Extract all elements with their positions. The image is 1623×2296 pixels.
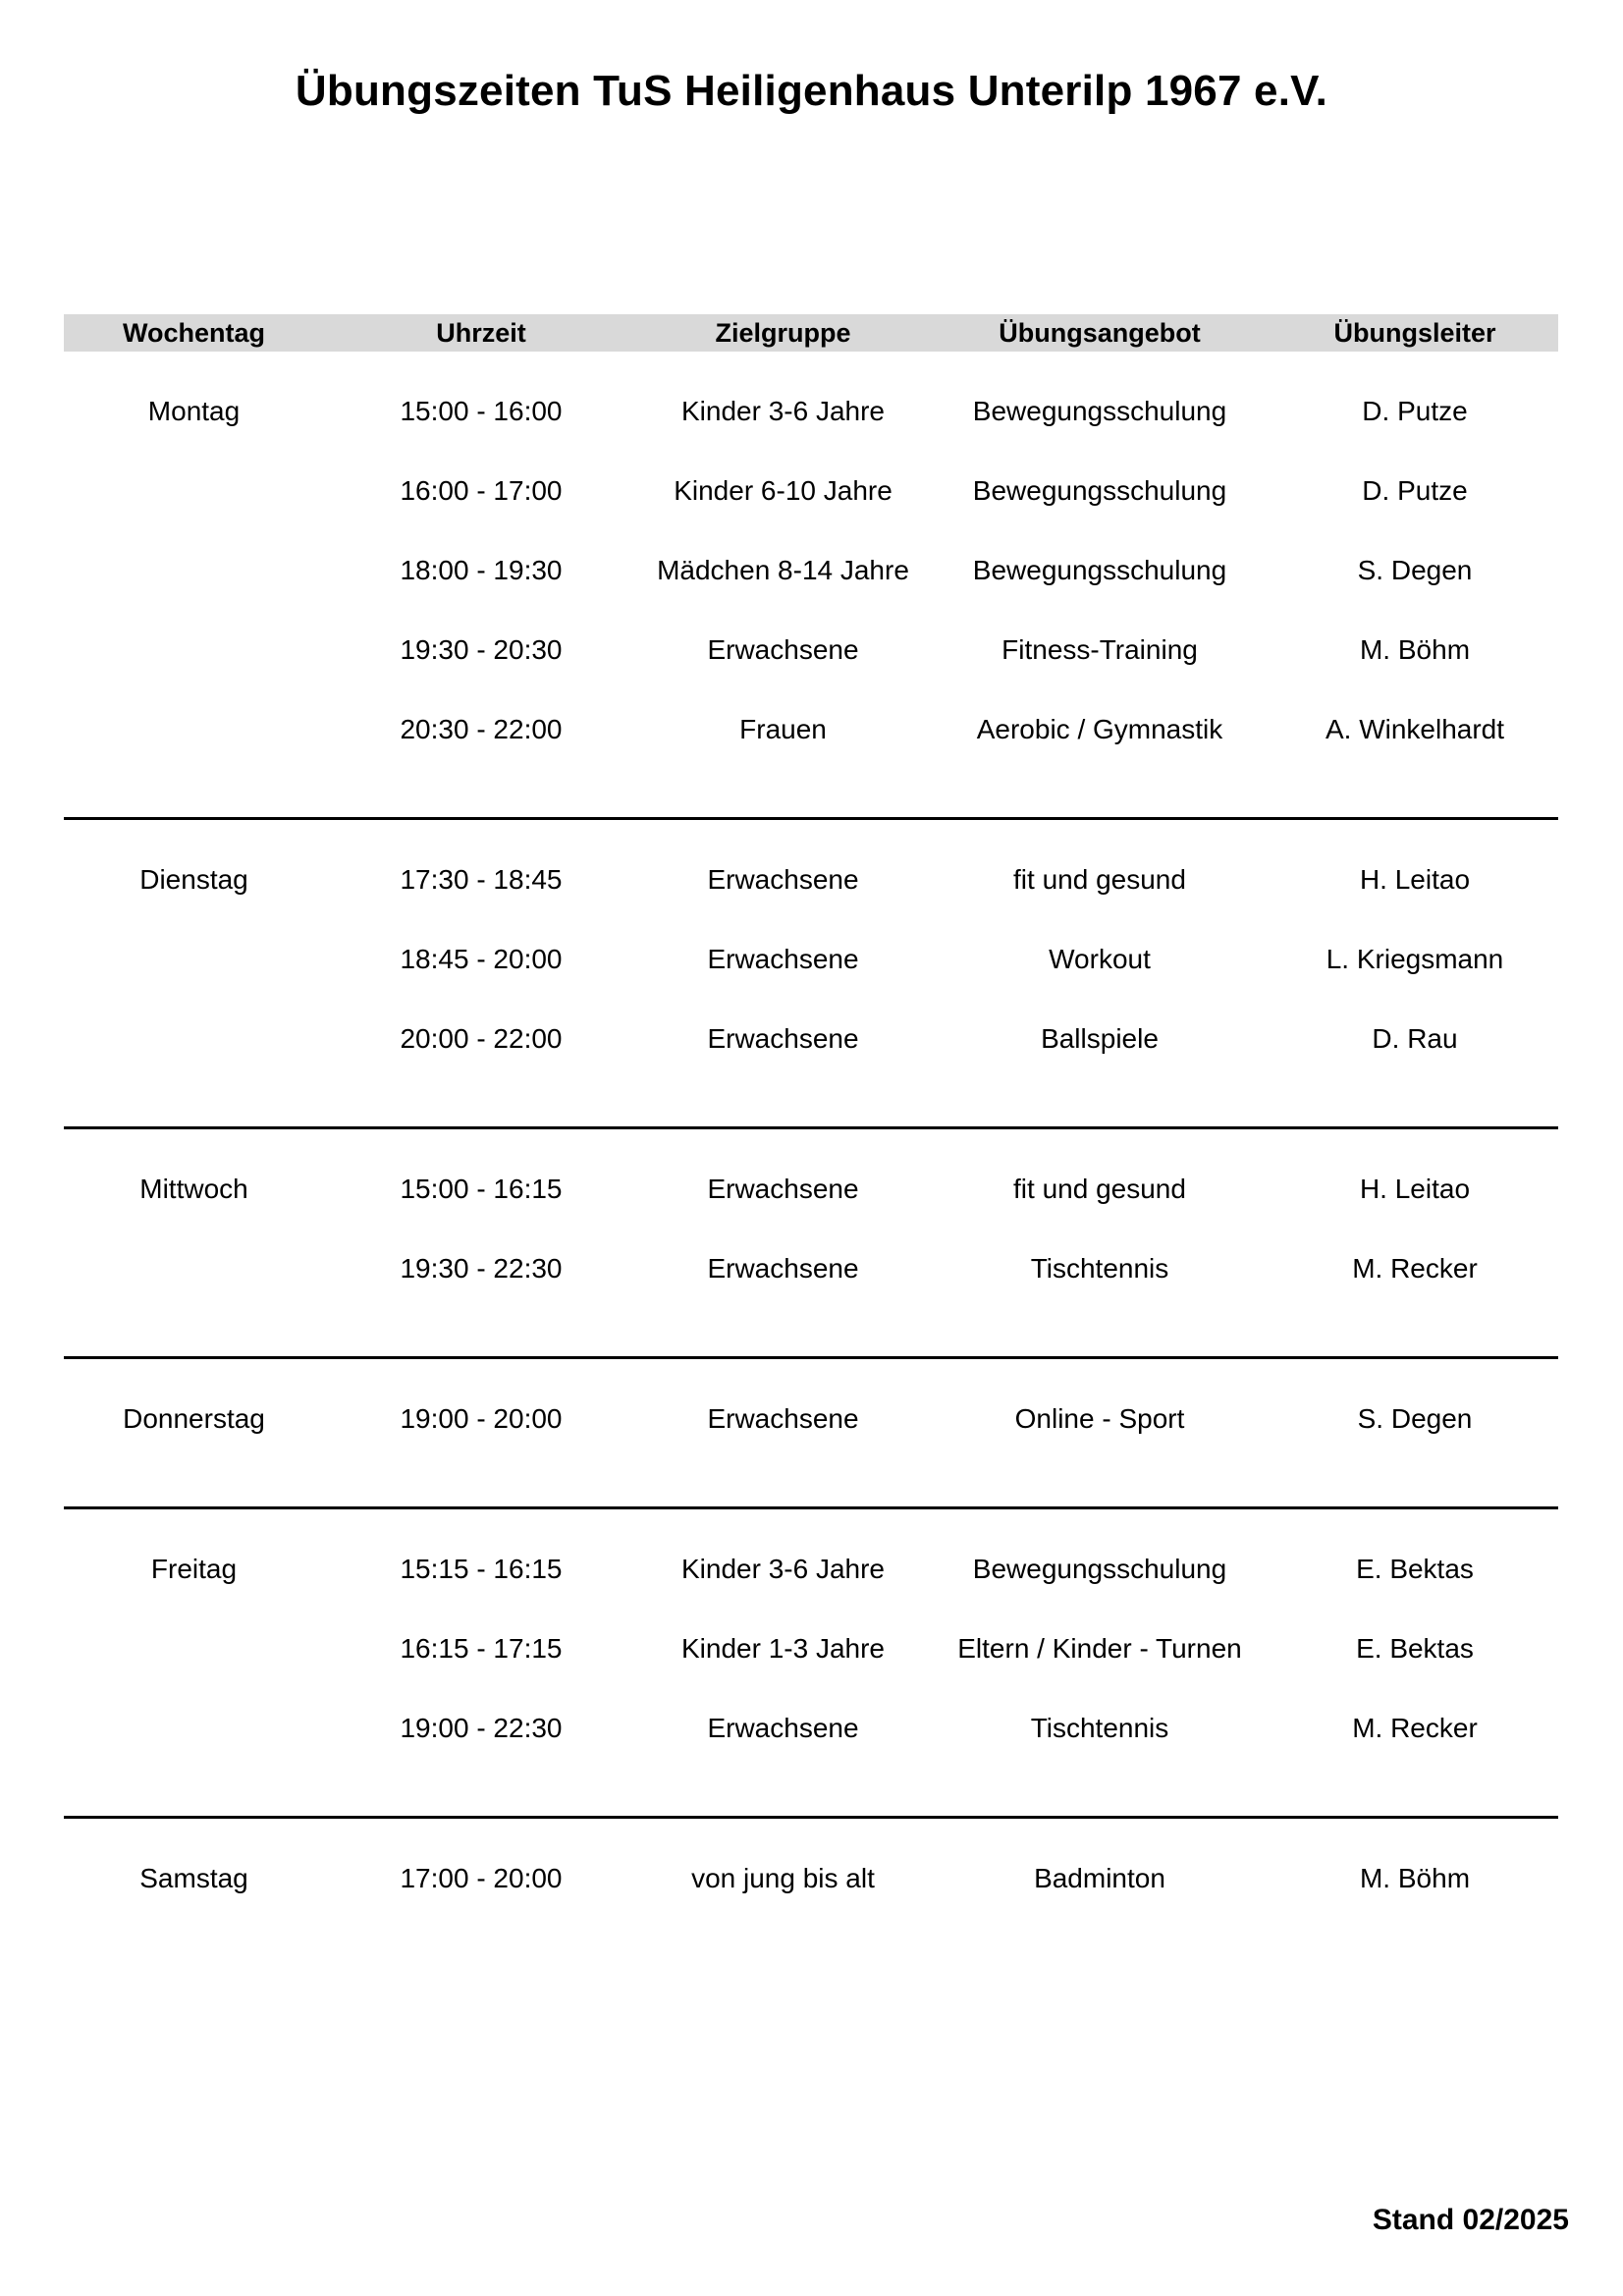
stand-date: Stand 02/2025: [1372, 2204, 1569, 2236]
offer-cell: Eltern / Kinder - Turnen: [957, 1633, 1242, 1664]
table-row: [64, 1710, 1558, 1789]
leader-cell: M. Böhm: [1359, 634, 1471, 665]
time-cell: 17:00 - 20:00: [400, 1863, 563, 1893]
time-cell: 15:00 - 16:15: [400, 1174, 563, 1204]
leader-cell: H. Leitao: [1359, 1174, 1471, 1204]
time-cell: 20:30 - 22:00: [400, 714, 563, 744]
leader-cell: M. Recker: [1352, 1713, 1478, 1743]
group-cell: Erwachsene: [707, 1174, 859, 1204]
time-cell: 18:00 - 19:30: [400, 555, 563, 585]
group-cell: Erwachsene: [707, 634, 859, 665]
offer-cell: Bewegungsschulung: [972, 1554, 1227, 1584]
offer-cell: Online - Sport: [1014, 1403, 1185, 1434]
group-cell: Erwachsene: [707, 1023, 859, 1054]
day-cell: Donnerstag: [123, 1403, 265, 1434]
offer-cell: Tischtennis: [1030, 1253, 1169, 1284]
offer-cell: fit und gesund: [1013, 864, 1186, 895]
offer-cell: Bewegungsschulung: [972, 475, 1227, 506]
leader-cell: A. Winkelhardt: [1325, 714, 1505, 744]
group-cell: Erwachsene: [707, 864, 859, 895]
page-title: Übungszeiten TuS Heiligenhaus Unterilp 1967 e.V.: [295, 67, 1328, 115]
schedule-table: [64, 314, 1558, 1966]
offer-cell: fit und gesund: [1013, 1174, 1186, 1204]
time-cell: 16:15 - 17:15: [400, 1633, 563, 1664]
day-cell: Montag: [147, 396, 241, 426]
table-row: [64, 552, 1558, 631]
time-cell: 17:30 - 18:45: [400, 864, 563, 895]
day-cell: Freitag: [150, 1554, 238, 1584]
leader-cell: E. Bektas: [1356, 1554, 1474, 1584]
offer-cell: Bewegungsschulung: [972, 555, 1227, 585]
leader-cell: M. Böhm: [1359, 1863, 1471, 1893]
group-cell: Erwachsene: [707, 1403, 859, 1434]
table-row: [64, 1860, 1558, 1940]
column-header-uebungsleiter: Übungsleiter: [1333, 317, 1496, 348]
time-cell: 16:00 - 17:00: [400, 475, 563, 506]
table-row: [64, 1250, 1558, 1330]
group-cell: Kinder 6-10 Jahre: [674, 475, 893, 506]
day-block-donnerstag: [64, 1359, 1558, 1509]
group-cell: Kinder 3-6 Jahre: [680, 1554, 885, 1584]
day-blocks: [64, 352, 1558, 1966]
offer-cell: Bewegungsschulung: [972, 396, 1227, 426]
column-header-wochentag: Wochentag: [122, 317, 265, 348]
day-block-mittwoch: [64, 1129, 1558, 1359]
offer-cell: Badminton: [1034, 1863, 1165, 1893]
time-cell: 15:00 - 16:00: [400, 396, 563, 426]
leader-cell: D. Putze: [1362, 475, 1468, 506]
time-cell: 19:30 - 20:30: [400, 634, 563, 665]
table-row: [64, 631, 1558, 711]
leader-cell: L. Kriegsmann: [1325, 944, 1504, 974]
group-cell: Erwachsene: [707, 944, 859, 974]
group-cell: Erwachsene: [707, 1253, 859, 1284]
table-header-row: [64, 314, 1558, 352]
leader-cell: E. Bektas: [1356, 1633, 1474, 1664]
leader-cell: S. Degen: [1357, 1403, 1473, 1434]
table-row: [64, 472, 1558, 552]
offer-cell: Workout: [1049, 944, 1151, 974]
table-row: [64, 861, 1558, 941]
time-cell: 19:00 - 20:00: [400, 1403, 563, 1434]
time-cell: 15:15 - 16:15: [400, 1554, 563, 1584]
time-cell: 19:30 - 22:30: [400, 1253, 563, 1284]
leader-cell: S. Degen: [1357, 555, 1473, 585]
offer-cell: Aerobic / Gymnastik: [976, 714, 1223, 744]
day-cell: Samstag: [139, 1863, 248, 1893]
day-block-montag: [64, 352, 1558, 820]
offer-cell: Tischtennis: [1030, 1713, 1169, 1743]
column-header-uebungsangebot: Übungsangebot: [999, 317, 1201, 348]
time-cell: 19:00 - 22:30: [400, 1713, 563, 1743]
day-block-samstag: [64, 1819, 1558, 1966]
table-row: [64, 1400, 1558, 1480]
leader-cell: H. Leitao: [1359, 864, 1471, 895]
leader-cell: D. Putze: [1362, 396, 1468, 426]
table-row: [64, 1551, 1558, 1630]
day-block-freitag: [64, 1509, 1558, 1819]
day-block-dienstag: [64, 820, 1558, 1129]
column-header-uhrzeit: Uhrzeit: [436, 317, 526, 348]
leader-cell: D. Rau: [1372, 1023, 1458, 1054]
leader-cell: M. Recker: [1352, 1253, 1478, 1284]
group-cell: Erwachsene: [707, 1713, 859, 1743]
table-row: [64, 393, 1558, 472]
table-row: [64, 1630, 1558, 1710]
table-row: [64, 1171, 1558, 1250]
group-cell: Mädchen 8-14 Jahre: [657, 555, 909, 585]
day-cell: Mittwoch: [139, 1174, 248, 1204]
group-cell: Kinder 1-3 Jahre: [680, 1633, 885, 1664]
time-cell: 20:00 - 22:00: [400, 1023, 563, 1054]
table-row: [64, 711, 1558, 791]
group-cell: Kinder 3-6 Jahre: [680, 396, 885, 426]
group-cell: Frauen: [739, 714, 827, 744]
table-row: [64, 941, 1558, 1020]
table-row: [64, 1020, 1558, 1100]
offer-cell: Ballspiele: [1041, 1023, 1159, 1054]
time-cell: 18:45 - 20:00: [400, 944, 563, 974]
group-cell: von jung bis alt: [691, 1863, 875, 1893]
offer-cell: Fitness-Training: [1001, 634, 1198, 665]
column-header-zielgruppe: Zielgruppe: [715, 317, 851, 348]
day-cell: Dienstag: [139, 864, 248, 895]
